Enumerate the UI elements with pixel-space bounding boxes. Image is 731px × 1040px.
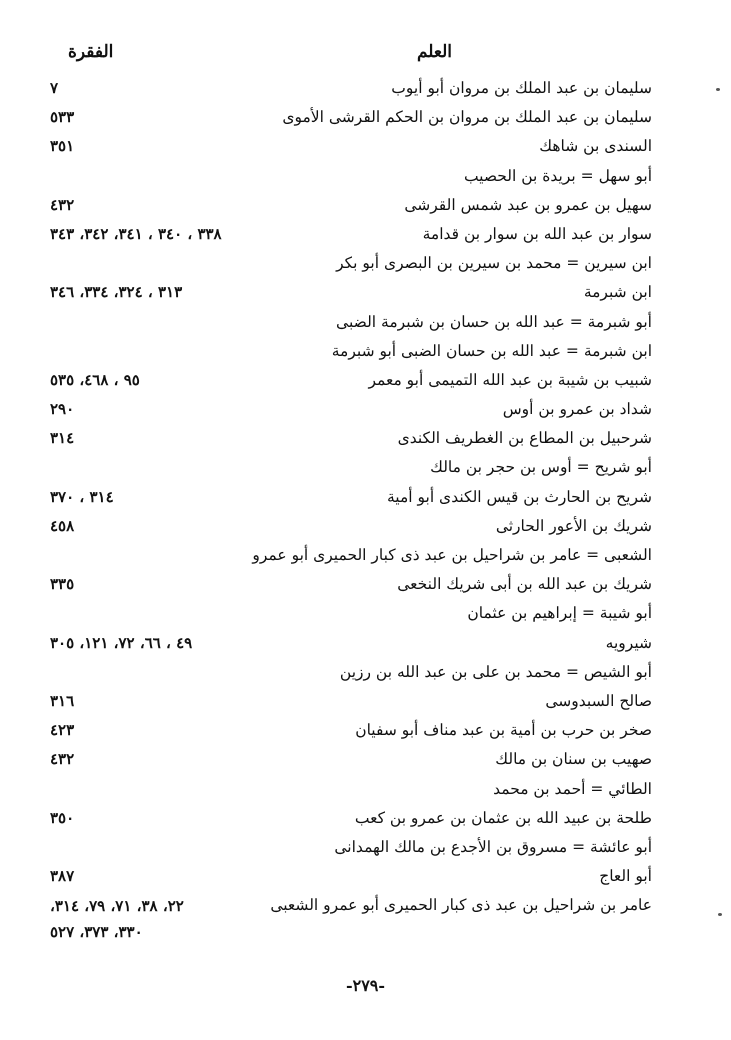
entry-name: أبو العاج xyxy=(599,867,652,886)
index-entry xyxy=(40,687,652,716)
entry-name: أبو عائشة = مسروق بن الأجدع بن مالك الهمدانى xyxy=(334,837,652,856)
entry-refs: ٣٨٧ xyxy=(50,867,75,886)
entry-name: الشعبى = عامر بن شراحيل بن عبد ذى كبار الحميرى أبو عمرو xyxy=(252,546,652,564)
entry-name: ابن شبرمة = عبد الله بن حسان الضبى أبو شبرمة xyxy=(331,341,652,360)
entry-name: سليمان بن عبد الملك بن مروان أبو أيوب xyxy=(391,79,652,97)
entry-refs: ٥٣٣ xyxy=(50,108,75,127)
column-header xyxy=(40,42,652,70)
page-number: -٢٧٩- xyxy=(345,976,386,995)
entry-name: صخر بن حرب بن أمية بن عبد مناف أبو سفيان xyxy=(355,721,652,740)
index-entry xyxy=(40,862,652,891)
entry-name: أبو سهل = بريدة بن الحصيب xyxy=(463,166,652,185)
index-entry xyxy=(40,599,652,628)
entry-name: سهيل بن عمرو بن عبد شمس القرشى xyxy=(404,195,652,214)
index-entry xyxy=(40,278,652,307)
entry-name: أبو شيبة = إبراهيم بن عثمان xyxy=(467,604,652,623)
entry-refs: ٤٥٨ xyxy=(50,516,75,535)
entry-name: الطائي = أحمد بن محمد xyxy=(493,779,652,798)
index-list xyxy=(40,74,652,949)
entry-refs: ٣١٦ xyxy=(50,691,75,710)
entry-refs xyxy=(50,893,184,945)
index-entry xyxy=(40,395,652,424)
entry-refs: ٤٣٢ xyxy=(50,750,75,769)
entry-refs: ٤٩ ، ٦٦، ٧٢، ١٢١، ٣٠٥ xyxy=(50,633,193,652)
entry-name: أبو شريح = أوس بن حجر بن مالك xyxy=(430,458,652,477)
index-entry xyxy=(40,512,652,541)
entry-refs: ٤٢٣ xyxy=(50,721,75,740)
entry-name: صهيب بن سنان بن مالك xyxy=(495,750,652,769)
entry-name: شرحبيل بن المطاع بن الغطريف الكندى xyxy=(397,429,652,448)
index-entry xyxy=(40,249,652,278)
entry-refs: ٣١٤ xyxy=(50,429,75,448)
entry-refs: ٣٥١ xyxy=(50,137,75,156)
entry-name: ابن سيرين = محمد بن سيرين بن البصرى أبو بكر xyxy=(336,254,652,273)
index-entry xyxy=(40,804,652,833)
entry-name: شبيب بن شيبة بن عبد الله التميمى أبو معمر xyxy=(368,370,652,389)
index-entry xyxy=(40,483,652,512)
entry-name: سوار بن عبد الله بن سوار بن قدامة xyxy=(422,224,652,243)
index-entry xyxy=(40,629,652,658)
index-entry xyxy=(40,337,652,366)
entry-name: طلحة بن عبيد الله بن عثمان بن عمرو بن كعب xyxy=(354,808,652,827)
entry-refs: ٧ xyxy=(50,79,59,97)
index-entry xyxy=(40,570,652,599)
entry-name: شداد بن عمرو بن أوس xyxy=(502,400,652,419)
entry-name: السندى بن شاهك xyxy=(539,137,652,156)
entry-refs-line-1: ٢٢، ٣٨، ٧١، ٧٩، ٣١٤، xyxy=(50,897,184,916)
entry-refs: ٩٥ ، ٤٦٨، ٥٣٥ xyxy=(50,370,140,389)
index-entry xyxy=(40,103,652,132)
print-speck-mark xyxy=(718,913,722,916)
index-entry xyxy=(40,424,652,453)
entry-name: شيرويه xyxy=(605,633,652,652)
entry-name: أبو شبرمة = عبد الله بن حسان بن شبرمة الضبى xyxy=(336,312,652,331)
entry-refs: ٤٣٢ xyxy=(50,195,75,214)
index-entry xyxy=(40,891,652,949)
index-entry xyxy=(40,220,652,249)
entry-refs: ٣١٤ ، ٣٧٠ xyxy=(50,487,114,506)
entry-name: عامر بن شراحيل بن عبد ذى كبار الحميرى أبو عمرو الشعبى xyxy=(270,896,652,915)
name-column-heading: العلم xyxy=(416,42,452,62)
index-entry xyxy=(40,745,652,774)
index-entry xyxy=(40,541,652,570)
index-entry xyxy=(40,74,652,103)
entry-refs: ٣٣٥ xyxy=(50,575,75,594)
entry-name: شريك بن عبد الله بن أبى شريك النخعى xyxy=(397,575,652,594)
index-entry xyxy=(40,132,652,161)
entry-name: شريك بن الأعور الحارثى xyxy=(495,516,652,535)
index-entry xyxy=(40,162,652,191)
print-speck-mark xyxy=(716,88,720,91)
entry-refs: ٣١٣ ، ٣٢٤، ٣٣٤، ٣٤٦ xyxy=(50,283,183,302)
entry-name: صالح السبدوسى xyxy=(545,691,652,710)
entry-name: ابن شبرمة xyxy=(583,283,652,302)
index-entry xyxy=(40,366,652,395)
entry-refs-line-2: ٣٣٠، ٣٧٣، ٥٢٧ xyxy=(50,923,143,942)
index-entry xyxy=(40,191,652,220)
index-entry xyxy=(40,658,652,687)
entry-name: سليمان بن عبد الملك بن مروان بن الحكم القرشى الأموى xyxy=(282,108,652,127)
entry-refs: ٣٣٨ ، ٣٤٠ ، ٣٤١، ٣٤٢، ٣٤٣ xyxy=(50,224,222,243)
entry-name: أبو الشيص = محمد بن على بن عبد الله بن رزين xyxy=(339,662,652,681)
index-entry xyxy=(40,716,652,745)
index-entry xyxy=(40,775,652,804)
entry-name: شريح بن الحارث بن قيس الكندى أبو أمية xyxy=(386,487,652,506)
entry-refs: ٣٥٠ xyxy=(50,808,75,827)
index-entry xyxy=(40,833,652,862)
paragraph-column-heading: الفقرة xyxy=(68,42,114,62)
entry-refs: ٢٩٠ xyxy=(50,400,75,419)
index-entry xyxy=(40,453,652,482)
index-entry xyxy=(40,308,652,337)
